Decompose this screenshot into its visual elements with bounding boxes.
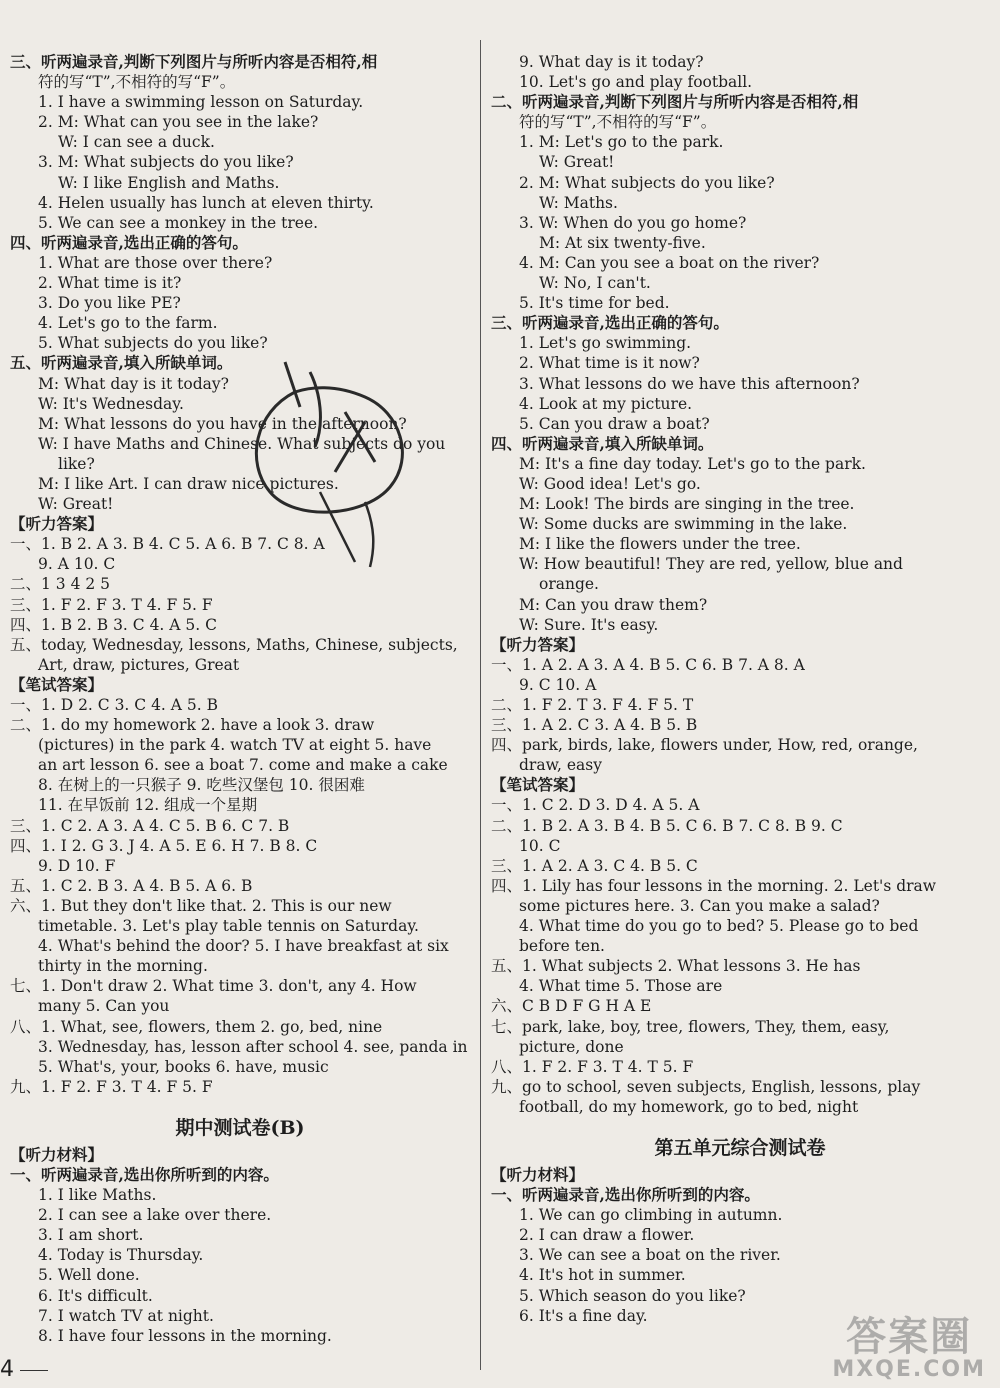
text-line: W: It's Wednesday. — [38, 394, 184, 413]
text-line: 二、1. do my homework 2. have a look 3. draw — [10, 716, 375, 735]
text-line: 九、1. F 2. F 3. T 4. F 5. F — [10, 1077, 213, 1096]
section-heading: 一、听两遍录音,选出你所听到的内容。 — [491, 1185, 760, 1205]
text-line: M: At six twenty-five. — [539, 233, 706, 252]
text-line: 一、1. B 2. A 3. B 4. C 5. A 6. B 7. C 8. A — [10, 535, 325, 554]
text-line: 1. I have a swimming lesson on Saturday. — [38, 93, 364, 112]
text-line: 4. What time 5. Those are — [519, 977, 723, 996]
text-line: 5. Well done. — [38, 1266, 140, 1285]
text-line: 4. Helen usually has lunch at eleven thirty. — [38, 193, 374, 212]
section-heading: 【听力材料】 — [10, 1144, 104, 1164]
text-line: 9. A 10. C — [38, 555, 116, 574]
section-heading: 二、听两遍录音,判断下列图片与所听内容是否相符,相 — [491, 92, 859, 112]
text-line: 5. Which season do you like? — [519, 1286, 746, 1305]
text-line: 4. What time do you go to bed? 5. Please go to bed — [519, 917, 919, 936]
text-line: Art, draw, pictures, Great — [38, 655, 240, 674]
text-line: football, do my homework, go to bed, night — [519, 1097, 859, 1116]
text-line: 四、1. I 2. G 3. J 4. A 5. E 6. H 7. B 8. C — [10, 836, 318, 855]
text-line: W: No, I can't. — [539, 274, 651, 293]
text-line: 2. I can draw a flower. — [519, 1226, 695, 1245]
text-line: M: Can you draw them? — [519, 595, 708, 614]
text-line: 2. M: What subjects do you like? — [519, 173, 775, 192]
section-heading: 【听力答案】 — [491, 634, 585, 654]
text-line: 三、1. A 2. C 3. A 4. B 5. B — [491, 716, 698, 735]
text-line: W: Some ducks are swimming in the lake. — [519, 515, 848, 534]
text-line: 5. We can see a monkey in the tree. — [38, 213, 319, 232]
text-line: 4. It's hot in summer. — [519, 1266, 686, 1285]
text-line: 5. Can you draw a boat? — [519, 414, 710, 433]
text-line: M: I like Art. I can draw nice pictures. — [38, 474, 339, 493]
text-line: like? — [58, 454, 95, 473]
text-line: draw, easy — [519, 756, 602, 775]
text-line: 10. C — [519, 836, 561, 855]
text-line: 一、1. A 2. A 3. A 4. B 5. C 6. B 7. A 8. A — [491, 655, 805, 674]
text-line: thirty in the morning. — [38, 957, 208, 976]
section-heading: 四、听两遍录音,填入所缺单词。 — [491, 433, 714, 453]
text-line: 3. What lessons do we have this afternoon? — [519, 374, 860, 393]
text-line: 七、1. Don't draw 2. What time 3. don't, any 4. How — [10, 977, 417, 996]
text-line: 3. We can see a boat on the river. — [519, 1246, 781, 1265]
text-line: 8. I have four lessons in the morning. — [38, 1326, 332, 1345]
text-line: 5. What's, your, books 6. have, music — [38, 1057, 329, 1076]
text-line: 三、1. C 2. A 3. A 4. C 5. B 6. C 7. B — [10, 816, 290, 835]
text-line: 一、1. C 2. D 3. D 4. A 5. A — [491, 796, 700, 815]
text-line: 六、1. But they don't like that. 2. This is our new — [10, 896, 392, 915]
section-heading: 【笔试答案】 — [10, 674, 104, 694]
section-heading: 一、听两遍录音,选出你所听到的内容。 — [10, 1164, 279, 1184]
text-line: 1. Let's go swimming. — [519, 334, 692, 353]
page-footer — [0, 1357, 48, 1382]
text-line: W: Sure. It's easy. — [519, 615, 659, 634]
text-line: (pictures) in the park 4. watch TV at eight 5. have — [38, 736, 432, 755]
text-line: 6. It's a fine day. — [519, 1306, 648, 1325]
text-line: W: Great! — [539, 153, 615, 172]
text-line: 七、park, lake, boy, tree, flowers, They, them, easy, — [491, 1017, 890, 1036]
column-divider — [480, 40, 481, 1370]
text-line: 9. D 10. F — [38, 856, 116, 875]
text-line: 四、1. B 2. B 3. C 4. A 5. C — [10, 615, 217, 634]
text-line: some pictures here. 3. Can you make a salad? — [519, 896, 880, 915]
text-line: 三、1. F 2. F 3. T 4. F 5. F — [10, 595, 213, 614]
text-line: W: Great! — [38, 495, 114, 514]
text-line: 4. Today is Thursday. — [38, 1246, 204, 1265]
text-line: 五、today, Wednesday, lessons, Maths, Chinese, subjects, — [10, 635, 458, 654]
text-line: 3. W: When do you go home? — [519, 213, 747, 232]
text-line: W: I can see a duck. — [58, 133, 215, 152]
text-line: 二、1. F 2. T 3. F 4. F 5. T — [491, 696, 694, 714]
text-line: 3. Do you like PE? — [38, 294, 181, 313]
text-line: orange. — [539, 575, 599, 594]
text-line: 2. What time is it now? — [519, 354, 700, 373]
watermark-bottom: MXQE.COM — [832, 1357, 986, 1382]
section-heading: 【听力答案】 — [10, 514, 104, 534]
text-line: M: Look! The birds are singing in the tree. — [519, 495, 855, 514]
text-line: 4. M: Can you see a boat on the river? — [519, 253, 820, 272]
section-title: 第五单元综合测试卷 — [654, 1136, 826, 1159]
text-line: 1. We can go climbing in autumn. — [519, 1206, 783, 1225]
text-line: 一、1. D 2. C 3. C 4. A 5. B — [10, 696, 219, 714]
text-line: before ten. — [519, 937, 605, 956]
text-line: 4. Look at my picture. — [519, 394, 693, 413]
text-line: 符的写“T”,不相符的写“F”。 — [38, 73, 236, 92]
text-line: M: I like the flowers under the tree. — [519, 535, 801, 554]
text-line: 3. Wednesday, has, lesson after school 4. see, panda in — [38, 1037, 468, 1056]
text-line: 五、1. C 2. B 3. A 4. B 5. A 6. B — [10, 876, 253, 895]
text-line: 二、1. B 2. A 3. B 4. B 5. C 6. B 7. C 8. B 9. C — [491, 816, 843, 835]
text-line: picture, done — [519, 1037, 624, 1056]
text-line: W: Good idea! Let's go. — [519, 474, 701, 493]
text-line: 三、1. A 2. A 3. C 4. B 5. C — [491, 856, 698, 875]
watermark-logo — [832, 1316, 986, 1382]
text-line: M: It's a fine day today. Let's go to the park. — [519, 454, 866, 473]
text-line: 2. What time is it? — [38, 274, 182, 293]
text-line: 9. C 10. A — [519, 675, 597, 694]
text-line: 六、C B D F G H A E — [491, 997, 652, 1016]
left-column — [10, 52, 470, 1346]
text-line: 5. It's time for bed. — [519, 294, 670, 313]
text-line: many 5. Can you — [38, 997, 170, 1016]
text-line: 11. 在早饭前 12. 组成一个星期 — [38, 796, 258, 815]
section-heading: 三、听两遍录音,选出正确的答句。 — [491, 313, 729, 333]
text-line: 1. I like Maths. — [38, 1186, 157, 1205]
text-line: 1. M: Let's go to the park. — [519, 133, 724, 152]
text-line: 4. Let's go to the farm. — [38, 314, 218, 333]
text-line: 8. 在树上的一只猴子 9. 吃些汉堡包 10. 很困难 — [38, 776, 365, 795]
right-column — [491, 52, 989, 1326]
text-line: 八、1. F 2. F 3. T 4. T 5. F — [491, 1057, 694, 1076]
text-line: 五、1. What subjects 2. What lessons 3. He has — [491, 957, 861, 976]
watermark-top: 答案圈 — [846, 1314, 973, 1360]
text-line: M: What day is it today? — [38, 374, 229, 393]
section-heading: 【听力材料】 — [491, 1164, 585, 1184]
text-line: an art lesson 6. see a boat 7. come and make a cake — [38, 756, 448, 775]
text-line: 3. I am short. — [38, 1226, 144, 1245]
text-line: 10. Let's go and play football. — [519, 73, 753, 92]
text-line: 4. What's behind the door? 5. I have breakfast at six — [38, 937, 449, 956]
text-line: W: How beautiful! They are red, yellow, blue and — [519, 555, 903, 574]
section-heading: 五、听两遍录音,填入所缺单词。 — [10, 353, 233, 373]
text-line: 八、1. What, see, flowers, them 2. go, bed, nine — [10, 1017, 383, 1036]
section-heading: 三、听两遍录音,判断下列图片与所听内容是否相符,相 — [10, 52, 378, 71]
section-heading: 四、听两遍录音,选出正确的答句。 — [10, 232, 248, 252]
text-line: 6. It's difficult. — [38, 1286, 153, 1305]
section-heading: 【笔试答案】 — [491, 775, 585, 795]
text-line: W: I like English and Maths. — [58, 173, 280, 192]
text-line: W: Maths. — [539, 193, 618, 212]
text-line: 四、park, birds, lake, flowers under, How, red, orange, — [491, 736, 918, 755]
text-line: 四、1. Lily has four lessons in the morning. 2. Let's draw — [491, 876, 937, 895]
text-line: 九、go to school, seven subjects, English, lessons, play — [491, 1077, 921, 1096]
text-line: 1. What are those over there? — [38, 253, 273, 272]
text-line: 符的写“T”,不相符的写“F”。 — [519, 113, 717, 132]
text-line: 二、1 3 4 2 5 — [10, 575, 111, 594]
section-title: 期中测试卷(B) — [175, 1116, 305, 1139]
text-line: 9. What day is it today? — [519, 53, 704, 71]
page-number: 4 — [0, 1357, 14, 1382]
text-line: 5. What subjects do you like? — [38, 334, 268, 353]
text-line: 7. I watch TV at night. — [38, 1306, 214, 1325]
text-line: 2. M: What can you see in the lake? — [38, 113, 319, 132]
text-line: 3. M: What subjects do you like? — [38, 153, 294, 172]
footer-rule — [20, 1370, 48, 1371]
text-line: M: What lessons do you have in the afternoon? — [38, 414, 407, 433]
text-line: 2. I can see a lake over there. — [38, 1206, 272, 1225]
text-line: timetable. 3. Let's play table tennis on Saturday. — [38, 917, 419, 936]
text-line: W: I have Maths and Chinese. What subjects do you — [38, 434, 446, 453]
